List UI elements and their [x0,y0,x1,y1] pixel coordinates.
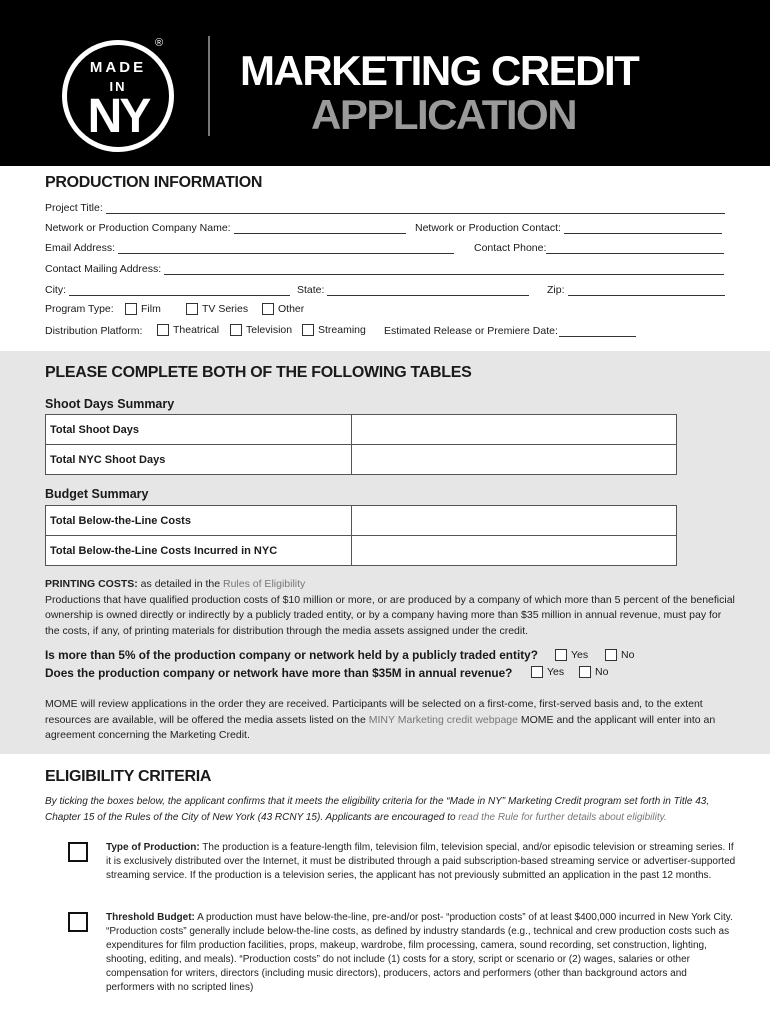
program-type-label: Program Type: [45,303,114,315]
option-label: Television [246,324,293,336]
contact-row [415,222,722,234]
budget-heading: Budget Summary [45,487,149,501]
type-of-production-checkbox[interactable] [68,842,88,862]
option-label: No [621,649,635,661]
zip-row [547,284,725,296]
table-row [46,445,677,475]
checkbox[interactable] [605,649,617,661]
release-date-row [384,325,636,337]
q2-yes-option[interactable] [531,666,564,678]
release-date-label: Estimated Release or Premiere Date: [384,325,558,337]
state-label: State: [297,284,325,296]
logo-in-text: IN [109,79,127,94]
table-cell-label: Total Below-the-Line Costs Incurred in NYC [46,536,352,566]
threshold-budget-checkbox[interactable] [68,912,88,932]
checkbox[interactable] [555,649,567,661]
mome-paragraph [45,697,735,744]
checkbox[interactable] [157,324,169,336]
criterion-text: A production must have below-the-line, pre-and/or post- “production costs” of at least $400,000 incurred in New York City. “Production costs” generally include below-the-line costs, as defined by industry standards (e.g., technical and crew production costs such as expenditures for film production facilities, props, makeup, wardrobe, film processing, camera, sound recording, set construction, lighting, shooting, editing, and meals). “Production costs” do not include (1) costs for a story, script or scenario or (2) wages, salaries or other compensation for writers, directors (including music directors), producers, actors and performers (other than background actors and performers with no scripted lines) [106,912,733,993]
option-label: Theatrical [173,324,220,336]
mome-text: MOME will review applications in the order they are received. Participants will be selected on a first-come, first-served basis and, to the extent resources are available, will be offered the media assets listed on the [45,698,703,726]
program-option-film[interactable] [125,303,161,315]
phone-label: Contact Phone: [474,242,547,254]
phone-field[interactable] [546,244,724,254]
made-in-ny-logo [62,40,174,152]
checkbox[interactable] [531,666,543,678]
release-date-field[interactable] [559,327,636,337]
total-nyc-shoot-days-input[interactable] [352,445,677,475]
budget-table [45,505,677,566]
table-row [46,536,677,566]
distribution-label: Distribution Platform: [45,325,143,337]
btl-nyc-costs-input[interactable] [352,536,677,566]
company-name-label: Network or Production Company Name: [45,222,231,234]
program-option-other[interactable] [262,303,304,315]
eligibility-intro [45,794,735,826]
read-rule-link[interactable]: read the Rule for further details about eligibility. [458,812,667,823]
program-option-tv-series[interactable] [186,303,248,315]
phone-row [474,242,724,254]
table-cell-label: Total NYC Shoot Days [46,445,352,475]
printing-body: Productions that have qualified production costs of $10 million or more, or are produced by a company of which more than 5 percent of the beneficial ownership is owned directly or indirectly by a publicly traded entity, or by a company having more than $35 million in annual revenue, must pay for the costs, if any, of printing materials for distribution through the media assets assigned under the credit. [45,593,735,637]
page-title-line2: APPLICATION [311,91,577,138]
q2-no-option[interactable] [579,666,608,678]
checkbox[interactable] [262,303,274,315]
registered-mark: ® [155,37,164,49]
contact-label: Network or Production Contact: [415,222,561,234]
mome-text-end: MOME and the applicant will enter into an agreement concerning the Marketing Credit. [45,713,716,741]
city-label: City: [45,284,66,296]
city-row [45,284,290,296]
page-title-line1: MARKETING CREDIT [240,47,639,94]
email-label: Email Address: [45,242,116,254]
option-label: Film [141,303,161,315]
company-row [45,222,406,234]
threshold-budget-criterion [106,911,736,995]
production-info-heading: PRODUCTION INFORMATION [45,174,263,191]
project-title-row [45,202,725,214]
option-label: Yes [547,666,565,678]
state-field[interactable] [327,286,529,296]
option-label: Yes [571,649,589,661]
option-label: Streaming [318,324,366,336]
option-label: No [595,666,609,678]
email-row [45,242,454,254]
question-annual-revenue: Does the production company or network have more than $35M in annual revenue? [45,666,513,680]
logo-ny-text: NY [87,90,149,143]
eligibility-intro-text: By ticking the boxes below, the applicant confirms that it meets the eligibility criteria for the “Made in NY” Marketing Credit program set forth in Title 43, Chapter 15 of the Rules of the City of New York (43 RCNY 15). Applicants are encouraged to [45,796,710,823]
option-label: Other [278,303,305,315]
miny-webpage-link[interactable]: MINY Marketing credit webpage [368,713,518,726]
criterion-label: Type of Production: [106,842,200,853]
tables-heading: PLEASE COMPLETE BOTH OF THE FOLLOWING TABLES [45,364,472,381]
checkbox[interactable] [302,324,314,336]
checkbox[interactable] [230,324,242,336]
eligibility-heading: ELIGIBILITY CRITERIA [45,768,212,785]
rules-of-eligibility-link[interactable]: Rules of Eligibility [223,578,306,590]
mailing-field[interactable] [164,265,724,275]
zip-field[interactable] [568,286,725,296]
table-cell-label: Total Shoot Days [46,415,352,445]
btl-costs-input[interactable] [352,506,677,536]
project-title-label: Project Title: [45,202,103,214]
checkbox[interactable] [186,303,198,315]
distribution-option-streaming[interactable] [302,324,366,336]
q1-no-option[interactable] [605,649,634,661]
type-of-production-criterion [106,841,736,883]
city-field[interactable] [69,286,290,296]
distribution-option-theatrical[interactable] [157,324,219,336]
header-banner [0,0,770,166]
checkbox[interactable] [125,303,137,315]
q1-yes-option[interactable] [555,649,588,661]
zip-label: Zip: [547,284,565,296]
table-cell-label: Total Below-the-Line Costs [46,506,352,536]
project-title-field[interactable] [106,204,725,214]
total-shoot-days-input[interactable] [352,415,677,445]
printing-costs-label: PRINTING COSTS: [45,578,138,590]
company-name-field[interactable] [234,224,406,234]
criterion-label: Threshold Budget: [106,912,195,923]
logo-made-text: MADE [89,59,147,76]
criterion-text: The production is a feature-length film, television film, television special, and/or episodic television or streaming series. If it is exclusively distributed over the Internet, it must be distributed through a paid subscription-based streaming service or advertiser-supported streaming service. If the production is a television series, the applicant has not previously submitted an application in the past 12 months. [106,842,736,881]
contact-field[interactable] [564,224,722,234]
header-divider [208,36,210,136]
table-row [46,415,677,445]
state-row [297,284,529,296]
email-field[interactable] [118,244,454,254]
question-publicly-traded: Is more than 5% of the production company or network held by a publicly traded entity? [45,648,538,662]
checkbox[interactable] [579,666,591,678]
shoot-days-table [45,414,677,475]
mailing-row [45,263,724,275]
mailing-label: Contact Mailing Address: [45,263,162,275]
printing-costs-paragraph [45,577,735,639]
option-label: TV Series [202,303,249,315]
table-row [46,506,677,536]
printing-intro: as detailed in the [137,578,223,590]
shoot-days-heading: Shoot Days Summary [45,397,175,411]
distribution-option-television[interactable] [230,324,292,336]
